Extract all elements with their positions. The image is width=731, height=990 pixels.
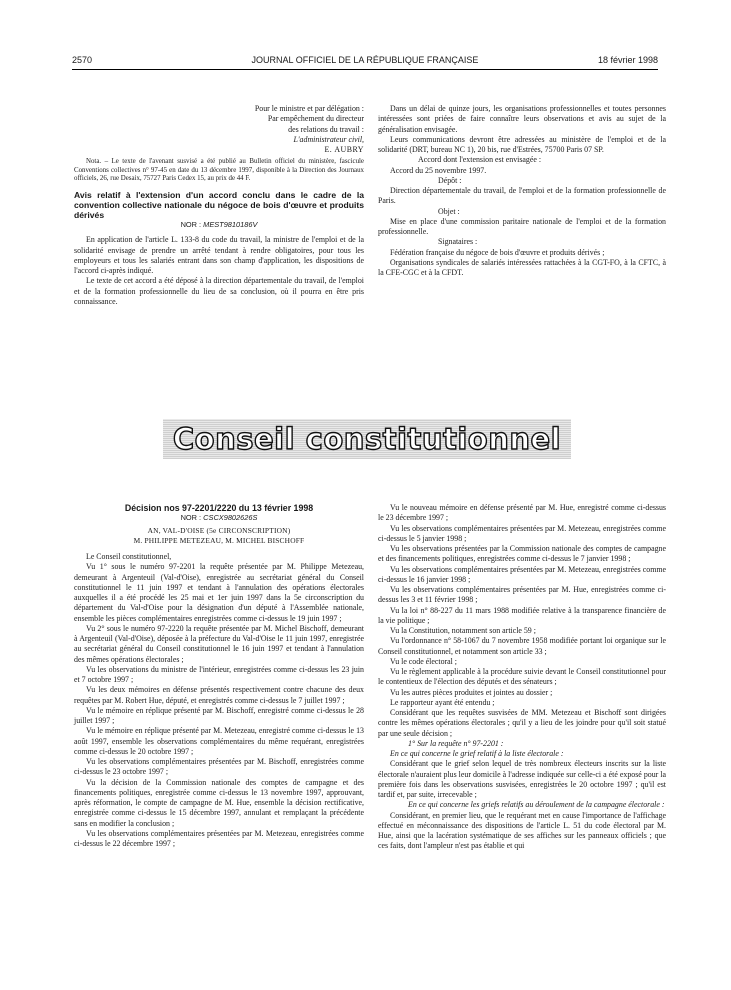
banner-title: Conseil constitutionnel — [172, 422, 562, 456]
paragraph: Vu le mémoire en réplique présenté par M. Metezeau, enregistré comme ci-dessus le 13 août 1997, ensemble les observations complémentaires du même requérant, enregistrées comme ci-dessus le 20 octobre 1997 ; — [74, 726, 364, 756]
section-heading: Dépôt : — [438, 175, 462, 185]
paragraph: Vu 1° sous le numéro 97-2201 la requête présentée par M. Philippe Metezeau, demeurant à Argenteuil (Val-d'Oise), enregistrée au secrétariat général du Conseil constitutionnel le 11 juin 1997 et tendant à l'annulation des opérations électorales auxquelles il a été procédé les 25 mai et 1er juin 1997 dans la 5e circonscription du département du Val-d'Oise pour la désignation d'un député à l'Assemblée nationale, ensemble les pièces complémentaires enregistrées comme ci-dessus le 19 juin 1997 ; — [74, 562, 364, 623]
paragraph: Vu les observations complémentaires présentées par M. Hue, enregistrées comme ci-dessus les 3 et 11 février 1998 ; — [378, 585, 666, 605]
signature-line: des relations du travail : — [288, 124, 364, 134]
paragraph: Vu la décision de la Commission nationale des comptes de campagne et des financements politiques, enregistrée comme ci-dessus le 13 novembre 1997, approuvant, après réformation, le compte de campagne de M. Hue, ensemble la décision rectificative, enregistrée comme ci-dessus le 15 décembre 1997, annulant et remplaçant la précédente sans en modifier la conclusion ; — [74, 777, 364, 828]
paragraph: Vu les observations complémentaires présentées par M. Metezeau, enregistrées comme ci-dessus le 22 décembre 1997 ; — [74, 828, 364, 848]
column-avis — [74, 104, 364, 307]
paragraph: Vu le règlement applicable à la procédure suivie devant le Conseil constitutionnel pour le contentieux de l'élection des députés et des sénateurs ; — [378, 667, 666, 687]
decision-title: Décision nos 97-2201/2220 du 13 février 1998 — [124, 503, 314, 513]
header-rule — [72, 69, 658, 70]
column-decision — [74, 503, 364, 849]
paragraph: Le texte de cet accord a été déposé à la direction départementale du travail, de l'emploi et de la formation professionnelle du lieu de sa conclusion, où il pourra en être pris connaissance. — [74, 276, 364, 306]
paragraph: Vu la loi n° 88-227 du 11 mars 1988 modifiée relative à la transparence financière de la vie politique ; — [378, 605, 666, 625]
nor-reference: NOR : CSCX9802626S — [180, 513, 258, 523]
page-header — [72, 55, 658, 69]
paragraph: Considérant, en premier lieu, que le requérant met en cause l'importance de l'affichage effectué en méconnaissance des dispositions de l'article L. 51 du code électoral par M. Hue, ainsi que la lacération systématique de ses affiches sur les panneaux officiels ; que ces faits, dont l'ampleur n'est pas établie et qui — [378, 810, 666, 851]
paragraph: Organisations syndicales de salariés intéressées rattachées à la CGT-FO, à la CFTC, à la CFE-CGC et à la CFDT. — [378, 257, 666, 277]
paragraph: Leurs communications devront être adressées au ministère de l'emploi et de la solidarité (DRT, bureau NC 1), 20 bis, rue d'Estrées, 75700 Paris 07 SP. — [378, 134, 666, 154]
signature-line: Pour le ministre et par délégation : — [254, 104, 364, 113]
paragraph: Vu les observations complémentaires présentées par M. Metezeau, enregistrées comme ci-dessus le 16 janvier 1998 ; — [378, 564, 666, 584]
paragraph: Vu les observations complémentaires présentées par M. Bischoff, enregistrées comme ci-dessus le 23 octobre 1997 ; — [74, 757, 364, 777]
nota-note: Nota. – Le texte de l'avenant susvisé a été publié au Bulletin officiel du ministère, fascicule Conventions collectives n° 97-45 en date du 13 décembre 1997, disponible à la Direction des Journaux officiels, 26, rue Desaix, 75727 Paris Cedex 15, au prix de 44 F. — [74, 158, 364, 183]
issue-date: 18 février 1998 — [597, 55, 658, 65]
page-number: 2570 — [72, 55, 93, 65]
paragraph: Vu le code électoral ; — [390, 656, 458, 666]
column-decision-continued — [378, 503, 666, 852]
paragraph: Vu les deux mémoires en défense présentés respectivement contre chacune des deux requêtes par M. Robert Hue, député, et enregistrés comme ci-dessus le 7 juillet 1997 ; — [74, 685, 364, 705]
paragraph: En application de l'article L. 133-8 du code du travail, la ministre de l'emploi et de la solidarité envisage de prendre un arrêté tendant à rendre obligatoires, pour tous les employeurs et tous les salariés entrant dans son champ d'application, les dispositions de l'accord ci-après indiqué. — [74, 235, 364, 276]
signature-block — [74, 104, 364, 155]
decision-parties: M. PHILIPPE METEZEAU, M. MICHEL BISCHOFF — [133, 535, 305, 545]
paragraph: Accord du 25 novembre 1997. — [390, 165, 487, 175]
nor-reference: NOR : MEST9810186V — [180, 220, 258, 230]
paragraph: Considérant que les requêtes susvisées de MM. Metezeau et Bischoff sont dirigées contre les mêmes opérations électorales ; qu'il y a lieu de les joindre pour qu'il soit statué par une seule décision ; — [378, 708, 666, 738]
paragraph: Dans un délai de quinze jours, les organisations professionnelles et toutes personnes intéressées sont priées de faire connaître leurs observations et avis au sujet de la généralisation envisagée. — [378, 104, 666, 134]
paragraph: Vu l'ordonnance n° 58-1067 du 7 novembre 1958 modifiée portant loi organique sur le Conseil constitutionnel, et notamment son article 33 ; — [378, 636, 666, 656]
avis-title: Avis relatif à l'extension d'un accord conclu dans le cadre de la convention collective nationale du négoce de bois d'œuvre et produits dérivés — [74, 190, 364, 221]
paragraph-heading: En ce qui concerne les griefs relatifs au déroulement de la campagne électorale : — [408, 800, 665, 810]
paragraph: Direction départementale du travail, de l'emploi et de la formation professionnelle de Paris. — [378, 186, 666, 206]
paragraph: Le Conseil constitutionnel, — [86, 552, 172, 561]
section-heading: Accord dont l'extension est envisagée : — [418, 155, 542, 165]
paragraph: Vu les observations présentées par la Commission nationale des comptes de campagne et des financements politiques, enregistrées comme ci-dessus le 7 janvier 1998 ; — [378, 544, 666, 564]
paragraph: Vu le mémoire en réplique présenté par M. Bischoff, enregistré comme ci-dessus le 28 juillet 1997 ; — [74, 705, 364, 725]
signature-name: E. AUBRY — [324, 145, 364, 154]
paragraph: Vu la Constitution, notamment son article 59 ; — [390, 626, 536, 635]
signature-line: Par empêchement du directeur — [267, 114, 364, 124]
paragraph: Vu les observations du ministre de l'intérieur, enregistrées comme ci-dessus les 23 juin et 7 octobre 1997 ; — [74, 664, 364, 684]
journal-title: JOURNAL OFFICIEL DE LA RÉPUBLIQUE FRANÇAISE — [251, 55, 479, 65]
paragraph-heading: En ce qui concerne le grief relatif à la liste électorale : — [390, 749, 564, 758]
paragraph: Fédération française du négoce de bois d'œuvre et produits dérivés ; — [390, 247, 605, 257]
paragraph: Vu 2° sous le numéro 97-2220 la requête présentée par M. Michel Bischoff, demeurant à Argenteuil (Val-d'Oise), déposée à la préfecture du Val-d'Oise le 11 juin 1997, enregistrée au secrétariat général du Conseil constitutionnel le 16 juin 1997 et tendant à l'annulation des mêmes opérations électorales ; — [74, 623, 364, 664]
paragraph: Considérant que le grief selon lequel de très nombreux électeurs inscrits sur la liste électorale n'auraient plus leur domicile à l'adresse indiquée sur celle-ci a été exposé pour la première fois dans les observations susvisées, enregistrées le 20 octobre 1997 ; qu'il est tardif et, par suite, irrecevable ; — [378, 759, 666, 799]
signature-line: L'administrateur civil, — [293, 134, 364, 144]
paragraph: Vu les observations complémentaires présentées par M. Metezeau, enregistrées comme ci-dessus le 5 janvier 1998 ; — [378, 523, 666, 543]
column-avis-continued — [378, 104, 666, 278]
paragraph: Vu les autres pièces produites et jointes au dossier ; — [390, 687, 553, 697]
decision-subtitle: AN, VAL-D'OISE (5e CIRCONSCRIPTION) — [147, 525, 291, 535]
section-heading: Signataires : — [438, 237, 478, 247]
paragraph: Mise en place d'une commission paritaire nationale de l'emploi et de la formation professionnelle. — [378, 216, 666, 236]
section-heading: Objet : — [438, 206, 460, 216]
paragraph: Vu le nouveau mémoire en défense présenté par M. Hue, enregistré comme ci-dessus le 23 décembre 1997 ; — [378, 503, 666, 523]
section-heading: 1° Sur la requête n° 97-2201 : — [408, 738, 504, 748]
paragraph: Le rapporteur ayant été entendu ; — [390, 697, 495, 707]
section-banner — [163, 419, 571, 459]
